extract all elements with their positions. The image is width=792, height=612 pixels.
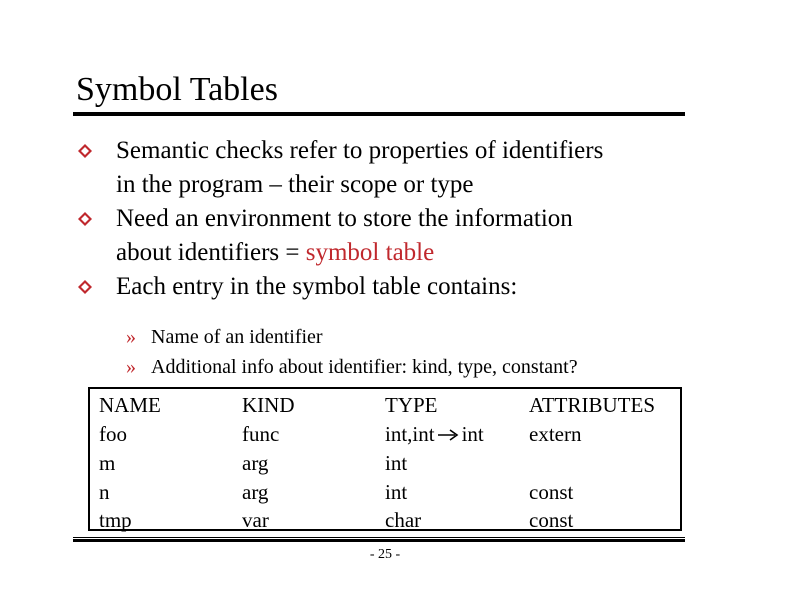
bullet-text-line <box>116 236 698 270</box>
bullet-item <box>78 202 698 270</box>
table-cell-kind: arg <box>242 480 269 504</box>
diamond-bullet-icon <box>78 280 92 294</box>
table-cell-type: int <box>385 451 408 475</box>
table-cell-kind: var <box>242 508 269 532</box>
table-cell-name: n <box>99 480 110 504</box>
diamond-bullet-icon <box>78 144 92 158</box>
chevron-bullet-icon: » <box>126 326 136 348</box>
bullet-text-prefix: about identifiers = <box>116 239 306 266</box>
table-cell-attributes: extern <box>529 422 582 446</box>
bullet-text-line: Semantic checks refer to properties of identifiers <box>116 137 604 164</box>
sub-bullet-item <box>126 352 578 382</box>
table-cell-attributes: const <box>529 508 574 532</box>
table-cell-attributes: const <box>529 480 574 504</box>
footer-rule-thin <box>73 537 685 538</box>
bullet-list <box>78 134 698 304</box>
right-arrow-icon <box>437 428 459 442</box>
table-header-attributes: ATTRIBUTES <box>529 393 655 417</box>
sub-bullet-text: Additional info about identifier: kind, type, constant? <box>151 356 578 378</box>
page-number: - 25 - <box>369 547 401 562</box>
diamond-bullet-icon <box>78 212 92 226</box>
bullet-item <box>78 270 698 304</box>
slide-title: Symbol Tables <box>76 71 278 108</box>
symbol-table <box>88 387 682 531</box>
table-cell-type: int <box>385 480 408 504</box>
table-cell-kind: func <box>242 422 280 446</box>
chevron-bullet-icon: » <box>126 356 136 378</box>
title-underline <box>73 112 685 116</box>
bullet-text-line: Each entry in the symbol table contains: <box>116 273 518 300</box>
symbol-table-highlight: symbol table <box>305 239 435 266</box>
bullet-text-line: Need an environment to store the information <box>116 205 573 232</box>
table-header-type: TYPE <box>385 393 438 417</box>
table-cell-type: char <box>385 508 422 532</box>
sub-bullet-text: Name of an identifier <box>151 326 323 348</box>
footer-rule-thick <box>73 539 685 542</box>
bullet-text-line: in the program – their scope or type <box>116 171 474 198</box>
type-params: int,int <box>385 422 435 446</box>
sub-bullet-item <box>126 322 578 352</box>
table-cell-name: foo <box>99 422 127 446</box>
table-header-name: NAME <box>99 393 161 417</box>
table-cell-name: tmp <box>99 508 132 532</box>
table-cell-type <box>385 420 484 448</box>
table-cell-name: m <box>99 451 116 475</box>
type-return: int <box>461 422 484 446</box>
sub-bullet-list <box>126 322 578 382</box>
bullet-item <box>78 134 698 202</box>
table-cell-kind: arg <box>242 451 269 475</box>
table-header-kind: KIND <box>242 393 295 417</box>
